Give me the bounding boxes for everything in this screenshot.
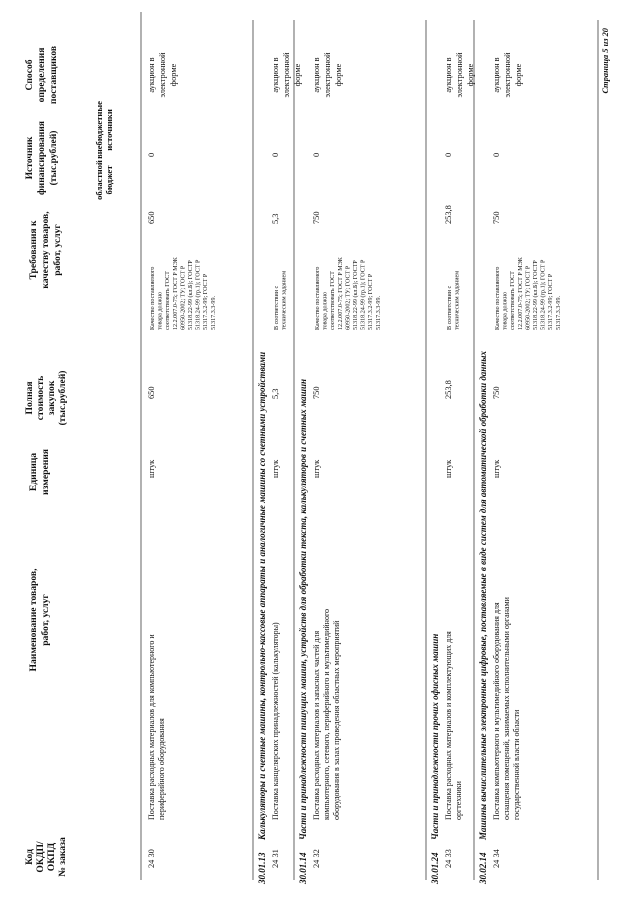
- order-number: 24 30: [147, 849, 156, 868]
- quality-requirements: 12.2.007.0-75; ГОСТ Р МЭК: [517, 257, 524, 330]
- supplier-method: форме: [169, 63, 178, 87]
- quality-requirements: 12.2.007.0-75; ГОСТ Р МЭК: [172, 257, 179, 330]
- item-name: Поставка расходных материалов и запасных частей для: [312, 630, 321, 820]
- header-requirements: работ, услуг: [52, 224, 63, 276]
- quality-requirements: товара должно: [322, 291, 329, 330]
- extrabudgetary: 0: [444, 152, 453, 157]
- item-name: государственной власти области: [512, 709, 521, 820]
- header-method: определения: [36, 47, 47, 103]
- supplier-method: электронной: [323, 52, 332, 98]
- supplier-method: электронной: [158, 52, 167, 98]
- quality-requirements: товара должно: [157, 291, 164, 330]
- unit-value: штук: [492, 459, 501, 478]
- regional-budget: 750: [312, 211, 321, 224]
- header-source: (тыс.рублей): [48, 130, 59, 186]
- item-name: Поставка расходных материалов для компьютерного и: [147, 634, 156, 820]
- quality-requirements: товара должно: [502, 291, 509, 330]
- quality-requirements: 51318.22-99 (кл.Б); ГОСТР: [188, 260, 194, 330]
- quality-requirements: 51317.3.2-99; ГОСТ Р: [368, 273, 375, 330]
- quality-requirements: Качество поставляемого: [315, 266, 321, 330]
- page-number: Страница 5 из 20: [601, 28, 610, 94]
- header-requirements: Требования к: [28, 220, 39, 280]
- supplier-method: форме: [334, 63, 343, 87]
- quality-requirements: 60950-2002; ТУ; ГОСТ Р: [345, 265, 352, 330]
- quality-requirements: соответствовать ГОСТ: [510, 271, 517, 330]
- quality-requirements: 12.2.007.0-75; ГОСТ Р МЭК: [337, 257, 344, 330]
- header-cost: (тыс.рублей): [57, 370, 68, 426]
- quality-requirements: 51318.24-99 (гр.1); ГОСТ Р: [360, 259, 367, 330]
- header-source: финансирования: [36, 121, 47, 195]
- total-cost: 750: [492, 386, 501, 399]
- item-name: оборудования в залах проведения областных мероприятий: [332, 620, 341, 820]
- group-title: Части и принадлежности пишущих машин, устройств для обработки текста, калькуляторов и счетных машин: [298, 378, 308, 840]
- header-unit: Единица: [28, 452, 39, 492]
- header-code: ОКПД: [46, 842, 57, 872]
- supplier-method: форме: [514, 63, 523, 87]
- procurement-plan-table: [24, 12, 610, 885]
- header-source: Источник: [24, 136, 35, 180]
- header-method: Способ: [24, 59, 35, 91]
- header-method: поставщиков: [48, 45, 59, 105]
- quality-requirements: 51317.3.3-99.: [210, 295, 217, 330]
- regional-budget: 5,3: [271, 213, 280, 224]
- group-code: 30.01.13: [257, 852, 267, 884]
- supplier-method: электронной: [455, 52, 464, 98]
- quality-requirements: 51318.22-99 (кл.Б); ГОСТР: [533, 260, 539, 330]
- unit-value: штук: [147, 459, 156, 478]
- regional-budget: 650: [147, 211, 156, 224]
- total-cost: 253,8: [444, 380, 453, 399]
- quality-requirements: Качество поставляемого: [495, 266, 501, 330]
- quality-requirements: соответствовать ГОСТ: [330, 271, 337, 330]
- header-source-extra: внебюджетные: [94, 101, 104, 159]
- group-code: 30.02.14: [478, 852, 488, 884]
- supplier-method: форме: [466, 63, 475, 87]
- header-source-regional: областной: [94, 160, 104, 200]
- quality-requirements: 51318.22-99 (кл.Б); ГОСТР: [353, 260, 359, 330]
- group-code: 30.01.24: [430, 852, 440, 884]
- total-cost: 650: [147, 386, 156, 399]
- extrabudgetary: 0: [271, 152, 280, 157]
- order-number: 24 34: [492, 849, 501, 868]
- order-number: 24 32: [312, 849, 321, 868]
- group-code: 30.01.14: [298, 852, 308, 884]
- header-code: ОКДП/: [35, 841, 46, 873]
- unit-value: штук: [444, 459, 453, 478]
- supplier-method: аукцион в: [492, 57, 501, 93]
- quality-requirements: 51317.3.2-99; ГОСТ Р: [548, 273, 555, 330]
- group-title: Калькуляторы и счетные машины, контрольно-кассовые аппараты и аналогичные машины со счетными устройствами: [257, 351, 267, 840]
- quality-requirements: В соответствии с: [447, 285, 453, 330]
- header-cost: стоимость: [35, 375, 46, 421]
- unit-value: штук: [312, 459, 321, 478]
- regional-budget: 750: [492, 211, 501, 224]
- total-cost: 750: [312, 386, 321, 399]
- group-title: Части и принадлежности прочих офисных машин: [430, 633, 440, 840]
- item-name: Поставка расходных материалов и комплектующих для: [444, 631, 453, 820]
- quality-requirements: 51318.24-99 (гр.1); ГОСТ Р: [195, 259, 202, 330]
- group-title: Машины вычислительные электронные цифровые, поставляемые в виде систем для автоматической обработки данных: [478, 350, 488, 840]
- order-number: 24 33: [444, 849, 453, 868]
- header-name: Наименование товаров,: [28, 568, 39, 672]
- extrabudgetary: 0: [312, 152, 321, 157]
- header-source-regional: бюджет: [104, 165, 114, 195]
- header-source-extra: источники: [104, 109, 114, 151]
- header-code: Код: [24, 849, 35, 865]
- quality-requirements: 60950-2002; ТУ; ГОСТ Р: [525, 265, 532, 330]
- header-name: работ, услуг: [40, 594, 51, 646]
- quality-requirements: техническим заданием: [454, 270, 461, 330]
- quality-requirements: 51317.3.3-99.: [555, 295, 562, 330]
- header-cost: закупок: [46, 380, 57, 416]
- header-requirements: качеству товаров,: [40, 211, 51, 289]
- quality-requirements: соответствовать ГОСТ: [165, 271, 172, 330]
- quality-requirements: 51317.3.2-99; ГОСТ Р: [203, 273, 210, 330]
- item-name: оргтехники: [454, 781, 463, 820]
- quality-requirements: 60950-2002; ТУ; ГОСТ Р: [180, 265, 187, 330]
- regional-budget: 253,8: [444, 205, 453, 224]
- quality-requirements: Качество поставляемого: [150, 266, 156, 330]
- supplier-method: аукцион в: [271, 57, 280, 93]
- header-unit: измерения: [40, 449, 51, 495]
- total-cost: 5,3: [271, 388, 280, 399]
- extrabudgetary: 0: [147, 152, 156, 157]
- quality-requirements: 51317.3.3-99.: [375, 295, 382, 330]
- order-number: 24 31: [271, 849, 280, 868]
- extrabudgetary: 0: [492, 152, 501, 157]
- supplier-method: электронной: [282, 52, 291, 98]
- item-name: Поставка компьютерного и мультимедийного оборудования для: [492, 602, 501, 820]
- supplier-method: электронной: [503, 52, 512, 98]
- supplier-method: форме: [293, 63, 302, 87]
- item-name: периферийного оборудования: [157, 718, 166, 820]
- header-cost: Полная: [24, 381, 35, 415]
- supplier-method: аукцион в: [312, 57, 321, 93]
- quality-requirements: 51318.24-99 (гр.1); ГОСТ Р: [540, 259, 547, 330]
- supplier-method: аукцион в: [147, 57, 156, 93]
- header-code: № заказа: [57, 837, 68, 877]
- supplier-method: аукцион в: [444, 57, 453, 93]
- unit-value: штук: [271, 459, 280, 478]
- item-name: Поставка канцелярских принадлежностей (калькуляторы): [271, 622, 280, 820]
- item-name: компьютерного, сетевого, периферийного и мультимедийного: [322, 608, 331, 820]
- quality-requirements: В соответствии с: [274, 285, 280, 330]
- quality-requirements: техническим заданием: [281, 270, 288, 330]
- item-name: оснащения помещений, занимаемых исполнительными органами: [502, 597, 511, 820]
